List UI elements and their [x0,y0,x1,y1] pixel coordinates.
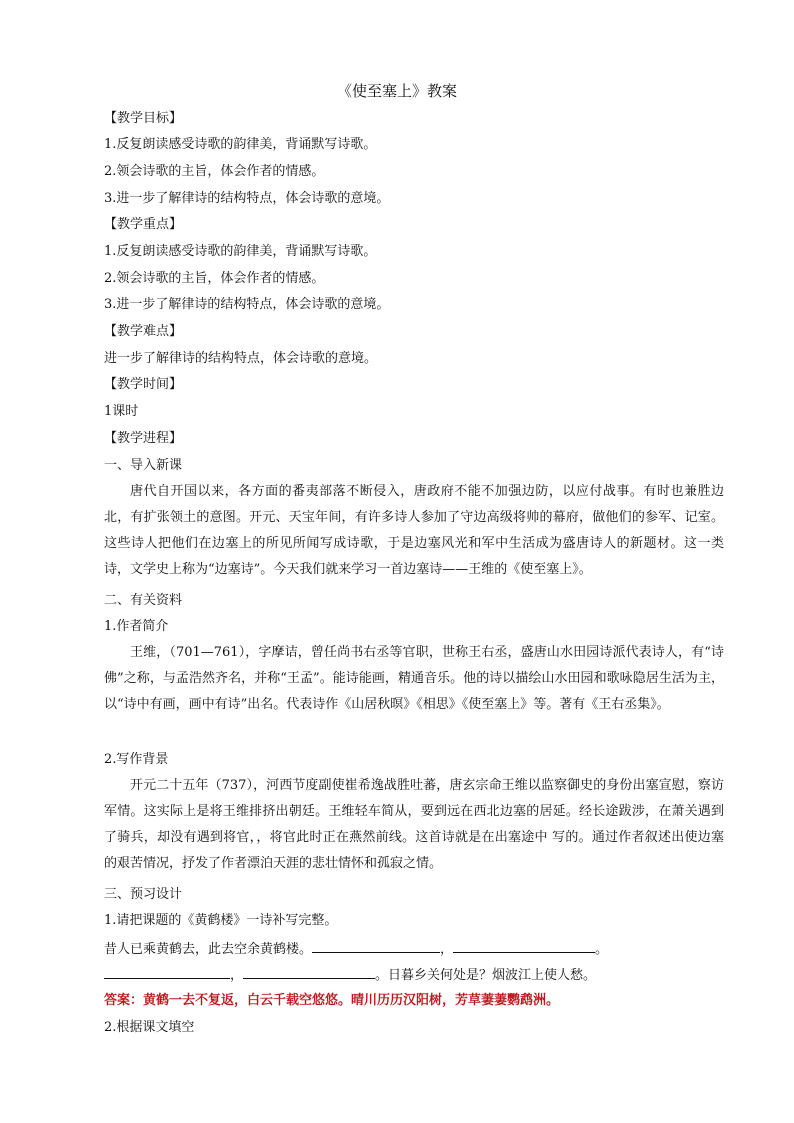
answer-blank[interactable] [243,966,375,979]
process-heading: 【教学进程】 [104,431,183,446]
poem-text: 。日暮乡关何处是？烟波江上使人愁。 [375,968,597,983]
punct: 。 [595,942,609,957]
section-heading: 三、预习设计 [104,887,183,902]
goal-item: 1.反复朗读感受诗歌的韵律美，背诵默写诗歌。 [104,137,377,152]
answer-blank[interactable] [453,940,595,953]
time-text: 1课时 [104,404,139,419]
doc-title: 《使至塞上》教案 [336,82,457,100]
difficulty-text: 进一步了解律诗的结构特点，体会诗歌的意境。 [104,351,378,366]
answer-text: 答案：黄鹤一去不复返，白云千载空悠悠。晴川历历汉阳树，芳草萋萋鹦鹉洲。 [104,993,560,1008]
author-paragraph: 王维，（701—761），字摩诘，曾任尚书右丞等官职，世称王右丞，盛唐山水田园诗派代表诗人，有“诗佛”之称，与孟浩然齐名，并称“王孟”。能诗能画，精通音乐。他的诗以描绘山水田园和歌咏隐居生活为主，以“诗中有画，画中有诗”出名。代表诗作《山居秋暝》《相思》《使至塞上》等。著有《王右丞集》。 [104,645,724,712]
answer-blank[interactable] [312,940,440,953]
background-paragraph: 开元二十五年（737），河西节度副使崔希逸战胜吐蕃，唐玄宗命王维以监察御史的身份出塞宣慰，察访军情。这实际上是将王维排挤出朝廷。王维轻车简从，要到远在西北边塞的居延。经长途跋涉，在萧关遇到了骑兵，却没有遇到将官，，将官此时正在燕然前线。这首诗就是在出塞途中 写的。通过作者叙述出使边塞的艰苦情况，抒发了作者漂泊天涯的悲壮情怀和孤寂之情。 [104,778,724,871]
punct: ， [230,968,244,983]
key-item: 1.反复朗读感受诗歌的韵律美，背诵默写诗歌。 [104,244,377,259]
question-2: 2.根据课文填空 [104,1020,195,1035]
goals-heading: 【教学目标】 [104,111,183,126]
goal-item: 3.进一步了解律诗的结构特点，体会诗歌的意境。 [104,191,390,206]
key-heading: 【教学重点】 [104,217,183,232]
key-item: 3.进一步了解律诗的结构特点，体会诗歌的意境。 [104,297,390,312]
key-item: 2.领会诗歌的主旨，体会作者的情感。 [104,271,325,286]
section-heading: 一、导入新课 [104,458,183,473]
time-heading: 【教学时间】 [104,377,183,392]
answer-blank[interactable] [104,966,230,979]
poem-line-2 [104,966,724,984]
goal-item: 2.领会诗歌的主旨，体会作者的情感。 [104,164,325,179]
intro-paragraph: 唐代自开国以来，各方面的番夷部落不断侵入，唐政府不能不加强边防，以应付战事。有时也兼胜边北，有扩张领土的意图。开元、天宝年间，有许多诗人参加了守边高级将帅的幕府，做他们的参军、记室。这些诗人把他们在边塞上的所见所闻写成诗歌，于是边塞风光和军中生活成为盛唐诗人的新题材。这一类诗，文学史上称为“边塞诗”。今天我们就来学习一首边塞诗——王维的《使至塞上》。 [104,484,724,577]
subsection-heading: 2.写作背景 [104,752,169,767]
section-heading: 二、有关资料 [104,593,183,608]
punct: ， [440,942,454,957]
poem-line-1 [104,940,724,958]
subsection-heading: 1.作者简介 [104,619,169,634]
difficulty-heading: 【教学难点】 [104,324,183,339]
question-1: 1.请把课题的《黄鹤楼》一诗补写完整。 [104,913,338,928]
poem-text: 昔人已乘黄鹤去，此去空余黄鹤楼。 [104,942,313,957]
